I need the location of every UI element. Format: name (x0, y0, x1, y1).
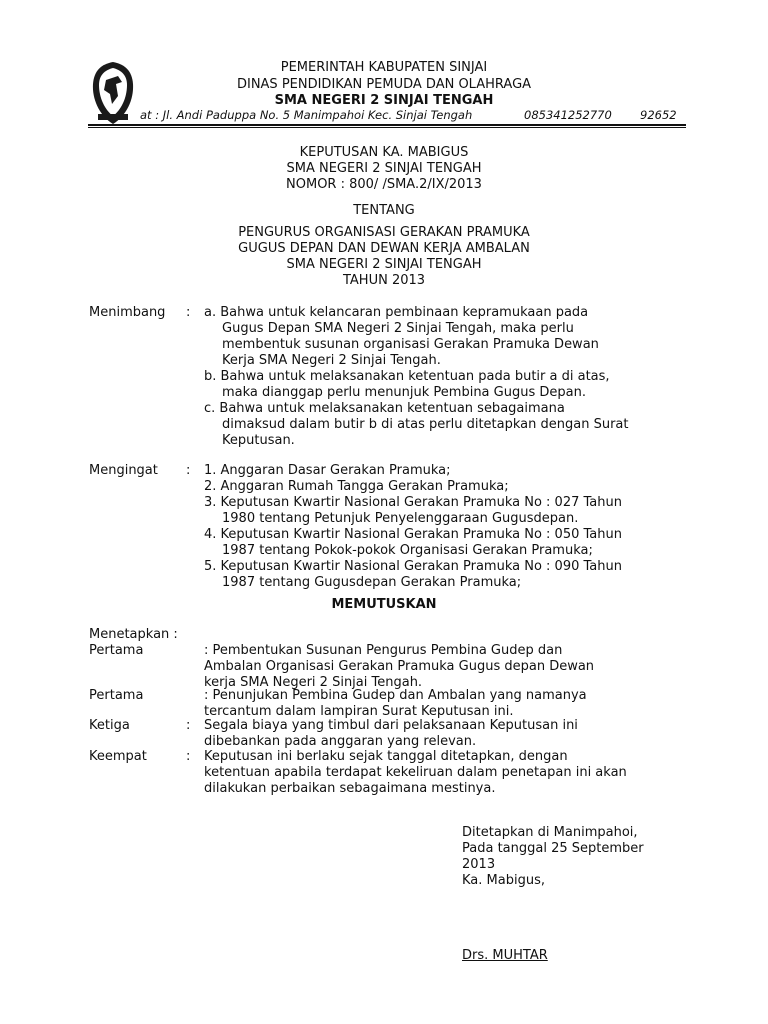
item-colon: : (186, 718, 191, 733)
letterhead-divider (88, 124, 686, 126)
item-line: kerja SMA Negeri 2 Sinjai Tengah. (204, 675, 423, 690)
subject-line-4: TAHUN 2013 (342, 273, 426, 288)
letterhead-postal-code: 92652 (640, 108, 677, 122)
item-line: : Pembentukan Susunan Pengurus Pembina Gudep dan (204, 643, 563, 658)
subject-line-1: PENGURUS ORGANISASI GERAKAN PRAMUKA (238, 225, 530, 240)
mengingat-line: 4. Keputusan Kwartir Nasional Gerakan Pramuka No : 050 Tahun (204, 527, 622, 542)
menimbang-line: Gugus Depan SMA Negeri 2 Sinjai Tengah, maka perlu (222, 321, 574, 336)
mengingat-line: 3. Keputusan Kwartir Nasional Gerakan Pramuka No : 027 Tahun (204, 495, 622, 510)
menimbang-line: dimaksud dalam butir b di atas perlu ditetapkan dengan Surat (222, 417, 629, 432)
mengingat-line: 5. Keputusan Kwartir Nasional Gerakan Pramuka No : 090 Tahun (204, 559, 622, 574)
item-colon: : (186, 749, 191, 764)
mengingat-line: 1987 tentang Gugusdepan Gerakan Pramuka; (222, 575, 522, 590)
decree-number: NOMOR : 800/ /SMA.2/IX/2013 (286, 177, 482, 192)
menimbang-colon: : (186, 305, 191, 320)
menimbang-line: b. Bahwa untuk melaksanakan ketentuan pada butir a di atas, (204, 369, 610, 384)
signature-year: 2013 (462, 857, 496, 872)
mengingat-line: 1. Anggaran Dasar Gerakan Pramuka; (204, 463, 451, 478)
menimbang-line: c. Bahwa untuk melaksanakan ketentuan sebagaimana (204, 401, 565, 416)
signature-place: Ditetapkan di Manimpahoi, (462, 825, 638, 840)
mengingat-line: 1980 tentang Petunjuk Penyelenggaraan Gugusdepan. (222, 511, 579, 526)
signature-role: Ka. Mabigus, (462, 873, 545, 888)
letterhead-address: at : Jl. Andi Paduppa No. 5 Manimpahoi Kec. Sinjai Tengah (140, 108, 473, 122)
letterhead-phone: 085341252770 (524, 108, 612, 122)
subject-line-3: SMA NEGERI 2 SINJAI TENGAH (286, 257, 482, 272)
menimbang-line: Kerja SMA Negeri 2 Sinjai Tengah. (222, 353, 441, 368)
tentang-heading: TENTANG (353, 203, 415, 218)
mengingat-colon: : (186, 463, 191, 478)
letterhead-divider-thin (88, 127, 686, 128)
mengingat-line: 1987 tentang Pokok-pokok Organisasi Gerakan Pramuka; (222, 543, 593, 558)
item-line: dibebankan pada anggaran yang relevan. (204, 734, 477, 749)
menimbang-label: Menimbang (89, 305, 166, 320)
menimbang-line: membentuk susunan organisasi Gerakan Pramuka Dewan (222, 337, 599, 352)
item-line: dilakukan perbaikan sebagaimana mestinya. (204, 781, 496, 796)
item-label: Pertama (89, 688, 144, 703)
signature-date: Pada tanggal 25 September (462, 841, 644, 856)
mengingat-line: 2. Anggaran Rumah Tangga Gerakan Pramuka; (204, 479, 509, 494)
item-line: tercantum dalam lampiran Surat Keputusan ini. (204, 704, 514, 719)
mengingat-label: Mengingat (89, 463, 158, 478)
item-line: Segala biaya yang timbul dari pelaksanaan Keputusan ini (204, 718, 578, 733)
menimbang-line: maka dianggap perlu menunjuk Pembina Gugus Depan. (222, 385, 586, 400)
item-label: Ketiga (89, 718, 130, 733)
item-line: Keputusan ini berlaku sejak tanggal ditetapkan, dengan (204, 749, 568, 764)
signatory-name: Drs. MUHTAR (462, 948, 548, 963)
decree-school: SMA NEGERI 2 SINJAI TENGAH (286, 161, 482, 176)
menimbang-line: Keputusan. (222, 433, 295, 448)
item-line: ketentuan apabila terdapat kekeliruan dalam penetapan ini akan (204, 765, 627, 780)
item-line: Ambalan Organisasi Gerakan Pramuka Gugus depan Dewan (204, 659, 595, 674)
decree-title: KEPUTUSAN KA. MABIGUS (299, 145, 469, 160)
memutuskan-heading: MEMUTUSKAN (331, 597, 437, 612)
letterhead-line-1: PEMERINTAH KABUPATEN SINJAI (280, 60, 488, 75)
menetapkan-label: Menetapkan : (89, 627, 178, 642)
item-label: Pertama (89, 643, 144, 658)
item-line: : Penunjukan Pembina Gudep dan Ambalan yang namanya (204, 688, 587, 703)
letterhead-line-2: DINAS PENDIDIKAN PEMUDA DAN OLAHRAGA (236, 77, 532, 92)
subject-line-2: GUGUS DEPAN DAN DEWAN KERJA AMBALAN (238, 241, 530, 256)
letterhead-school-name: SMA NEGERI 2 SINJAI TENGAH (274, 93, 494, 108)
menimbang-line: a. Bahwa untuk kelancaran pembinaan kepramukaan pada (204, 305, 589, 320)
item-label: Keempat (89, 749, 147, 764)
